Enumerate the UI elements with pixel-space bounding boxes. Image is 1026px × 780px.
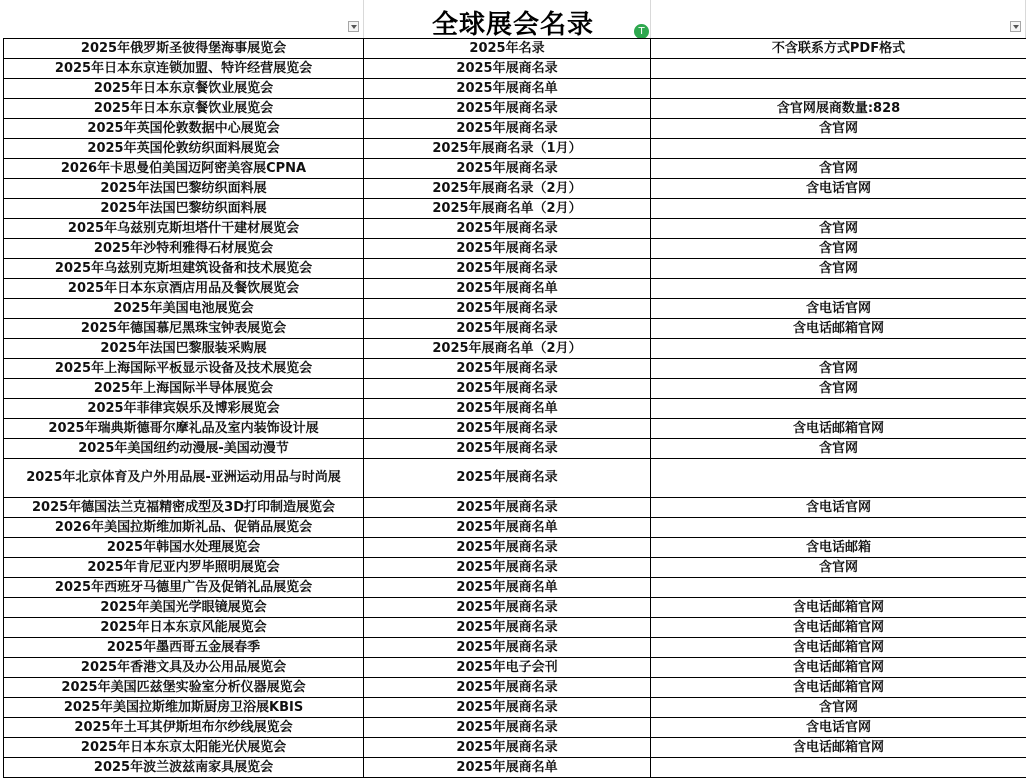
contact-info-cell[interactable]: 含电话邮箱官网: [792, 420, 884, 436]
table-row: [3, 199, 1026, 219]
contact-info-cell[interactable]: 含官网: [818, 360, 858, 376]
exhibition-name-cell[interactable]: 2025年日本东京风能展览会: [3, 618, 364, 637]
exhibition-name-cell[interactable]: 2026年美国拉斯维加斯礼品、促销品展览会: [3, 518, 364, 537]
table-row: [3, 718, 1026, 738]
contact-info-cell[interactable]: 含官网: [818, 120, 858, 136]
contact-info-cell[interactable]: [651, 399, 1026, 418]
contact-info-cell[interactable]: 含电话邮箱官网: [792, 619, 884, 635]
directory-type-cell[interactable]: 2025年展商名录: [364, 99, 651, 118]
directory-type-cell[interactable]: 2025年展商名录: [364, 439, 651, 458]
table-row: [3, 738, 1026, 758]
contact-info-cell[interactable]: [651, 139, 1026, 158]
contact-info-cell[interactable]: [651, 578, 1026, 597]
directory-type-cell[interactable]: 2025年展商名录: [364, 638, 651, 657]
directory-type-cell[interactable]: 2025年展商名单（2月）: [364, 199, 651, 218]
header-row: [0, 0, 1026, 38]
directory-type-cell[interactable]: 2025年展商名录: [364, 718, 651, 737]
contact-info-cell[interactable]: 含官网: [818, 440, 858, 456]
exhibition-name-cell[interactable]: 2025年香港文具及办公用品展览会: [3, 658, 364, 677]
exhibition-name-cell[interactable]: 2025年德国法兰克福精密成型及3D打印制造展览会: [3, 498, 364, 517]
contact-info-cell[interactable]: [651, 59, 1026, 78]
directory-type-cell[interactable]: 2025年展商名录: [364, 678, 651, 697]
exhibition-name-cell[interactable]: 2025年英国伦敦数据中心展览会: [3, 119, 364, 138]
exhibition-name-cell[interactable]: 2025年西班牙马德里广告及促销礼品展览会: [3, 578, 364, 597]
directory-type-cell[interactable]: 2025年展商名录: [364, 598, 651, 617]
directory-type-cell[interactable]: 2025年展商名录: [364, 379, 651, 398]
table-row: [3, 598, 1026, 618]
directory-type-cell[interactable]: 2025年展商名录: [364, 738, 651, 757]
directory-type-cell[interactable]: 2025年展商名录: [364, 698, 651, 717]
contact-info-cell[interactable]: 含官网: [818, 380, 858, 396]
table-row: [3, 538, 1026, 558]
table-row: [3, 39, 1026, 59]
contact-info-cell[interactable]: [651, 79, 1026, 98]
table-row: [3, 658, 1026, 678]
table-row: [3, 359, 1026, 379]
exhibition-name-cell[interactable]: 2025年日本东京太阳能光伏展览会: [3, 738, 364, 757]
table-row: [3, 399, 1026, 419]
exhibition-name-cell[interactable]: 2025年法国巴黎服装采购展: [3, 339, 364, 358]
directory-type-cell[interactable]: 2025年展商名录: [364, 219, 651, 238]
exhibition-name-cell[interactable]: 2025年英国伦敦纺织面料展览会: [3, 139, 364, 158]
table-row: [3, 319, 1026, 339]
table-row: [3, 638, 1026, 658]
table-row: [3, 578, 1026, 598]
exhibition-name-cell[interactable]: 2025年菲律宾娱乐及博彩展览会: [3, 399, 364, 418]
contact-info-cell[interactable]: 含电话官网: [805, 300, 871, 316]
directory-type-cell[interactable]: 2025年电子会刊: [364, 658, 651, 677]
table-row: [3, 678, 1026, 698]
directory-type-cell[interactable]: 2025年展商名录: [364, 359, 651, 378]
exhibition-name-cell[interactable]: 2025年美国纽约动漫展-美国动漫节: [3, 439, 364, 458]
contact-info-cell[interactable]: 含电话邮箱官网: [792, 659, 884, 675]
exhibition-name-cell[interactable]: 2026年卡思曼伯美国迈阿密美容展CPNA: [3, 159, 364, 178]
exhibition-name-cell[interactable]: 2025年沙特利雅得石材展览会: [3, 239, 364, 258]
exhibition-name-cell[interactable]: 2025年日本东京酒店用品及餐饮展览会: [3, 279, 364, 298]
directory-type-cell[interactable]: 2025年展商名单: [364, 399, 651, 418]
table-row: [3, 179, 1026, 199]
table-row: [3, 119, 1026, 139]
exhibition-name-cell[interactable]: 2025年日本东京餐饮业展览会: [3, 79, 364, 98]
contact-info-cell[interactable]: 含官网: [818, 260, 858, 276]
contact-info-cell[interactable]: 含官网: [818, 699, 858, 715]
directory-type-cell[interactable]: 2025年展商名录: [364, 299, 651, 318]
directory-type-cell[interactable]: 2025年展商名录: [364, 459, 651, 497]
table-row: [3, 219, 1026, 239]
table-row: [3, 299, 1026, 319]
contact-info-cell[interactable]: 含官网: [818, 220, 858, 236]
table-row: [3, 459, 1026, 498]
directory-type-cell[interactable]: 2025年展商名单（2月）: [364, 339, 651, 358]
exhibition-name-cell[interactable]: 2025年北京体育及户外用品展-亚洲运动用品与时尚展: [3, 459, 364, 497]
directory-type-cell[interactable]: 2025年名录: [364, 39, 651, 58]
exhibition-name-cell[interactable]: 2025年乌兹别克斯坦建筑设备和技术展览会: [3, 259, 364, 278]
sheet-title: 全球展会名录: [431, 10, 594, 40]
text-cursor-icon: T: [634, 24, 649, 39]
directory-type-cell[interactable]: 2025年展商名录（2月）: [364, 179, 651, 198]
exhibition-name-cell[interactable]: 2025年美国匹兹堡实验室分析仪器展览会: [3, 678, 364, 697]
filter-dropdown-icon[interactable]: [348, 21, 359, 32]
table-row: [3, 79, 1026, 99]
contact-info-cell[interactable]: [651, 339, 1026, 358]
directory-type-cell[interactable]: 2025年展商名录: [364, 419, 651, 438]
contact-info-cell[interactable]: 含电话邮箱官网: [792, 599, 884, 615]
contact-info-cell[interactable]: 含官网: [818, 160, 858, 176]
contact-info-cell[interactable]: [651, 199, 1026, 218]
exhibition-name-cell[interactable]: 2025年美国拉斯维加斯厨房卫浴展KBIS: [3, 698, 364, 717]
table-row: [3, 379, 1026, 399]
contact-info-cell[interactable]: 含电话官网: [805, 499, 871, 515]
contact-info-cell[interactable]: 含官网展商数量:828: [776, 100, 901, 116]
table-row: [3, 498, 1026, 518]
directory-type-cell[interactable]: 2025年展商名录: [364, 319, 651, 338]
contact-info-cell[interactable]: [651, 459, 1026, 497]
table-row: [3, 698, 1026, 718]
contact-info-cell[interactable]: 含官网: [818, 559, 858, 575]
exhibition-name-cell[interactable]: 2025年美国电池展览会: [3, 299, 364, 318]
directory-type-cell[interactable]: 2025年展商名单: [364, 279, 651, 298]
exhibition-name-cell[interactable]: 2025年墨西哥五金展春季: [3, 638, 364, 657]
table-row: [3, 339, 1026, 359]
exhibition-name-cell[interactable]: 2025年日本东京连锁加盟、特许经营展览会: [3, 59, 364, 78]
table-row: [3, 618, 1026, 638]
exhibition-name-cell[interactable]: 2025年日本东京餐饮业展览会: [3, 99, 364, 118]
directory-type-cell[interactable]: 2025年展商名录: [364, 119, 651, 138]
table-row: [3, 159, 1026, 179]
contact-info-cell[interactable]: 含电话邮箱: [805, 539, 871, 555]
exhibition-name-cell[interactable]: 2025年上海国际半导体展览会: [3, 379, 364, 398]
filter-dropdown-icon[interactable]: [1010, 21, 1021, 32]
exhibition-name-cell[interactable]: 2025年法国巴黎纺织面料展: [3, 199, 364, 218]
exhibition-name-cell[interactable]: 2025年上海国际平板显示设备及技术展览会: [3, 359, 364, 378]
directory-type-cell[interactable]: 2025年展商名录: [364, 558, 651, 577]
exhibition-name-cell[interactable]: 2025年法国巴黎纺织面料展: [3, 179, 364, 198]
table-row: [3, 439, 1026, 459]
directory-type-cell[interactable]: 2025年展商名录: [364, 59, 651, 78]
directory-type-cell[interactable]: 2025年展商名录: [364, 538, 651, 557]
exhibition-name-cell[interactable]: 2025年俄罗斯圣彼得堡海事展览会: [3, 39, 364, 58]
exhibition-name-cell[interactable]: 2025年德国慕尼黑珠宝钟表展览会: [3, 319, 364, 338]
exhibition-name-cell[interactable]: 2025年瑞典斯德哥尔摩礼品及室内装饰设计展: [3, 419, 364, 438]
exhibition-name-cell[interactable]: 2025年波兰波兹南家具展览会: [3, 758, 364, 777]
contact-info-cell[interactable]: 含电话邮箱官网: [792, 739, 884, 755]
table-row: [3, 99, 1026, 119]
exhibition-name-cell[interactable]: 2025年美国光学眼镜展览会: [3, 598, 364, 617]
contact-info-cell[interactable]: 含电话邮箱官网: [792, 679, 884, 695]
contact-info-cell[interactable]: [651, 758, 1026, 777]
directory-type-cell[interactable]: 2025年展商名录（1月）: [364, 139, 651, 158]
directory-type-cell[interactable]: 2025年展商名单: [364, 578, 651, 597]
contact-info-cell[interactable]: 含电话官网: [805, 180, 871, 196]
contact-info-cell[interactable]: 不含联系方式PDF格式: [771, 40, 906, 56]
table-row: [3, 279, 1026, 299]
exhibition-name-cell[interactable]: 2025年乌兹别克斯坦塔什干建材展览会: [3, 219, 364, 238]
directory-type-cell[interactable]: 2025年展商名单: [364, 79, 651, 98]
contact-info-cell[interactable]: 含电话邮箱官网: [792, 320, 884, 336]
exhibition-name-cell[interactable]: 2025年韩国水处理展览会: [3, 538, 364, 557]
exhibition-name-cell[interactable]: 2025年土耳其伊斯坦布尔纱线展览会: [3, 718, 364, 737]
table-row: [3, 139, 1026, 159]
table-row: [3, 558, 1026, 578]
table-body: [3, 38, 1026, 778]
directory-type-cell[interactable]: 2025年展商名录: [364, 259, 651, 278]
directory-type-cell[interactable]: 2025年展商名单: [364, 758, 651, 777]
table-row: [3, 259, 1026, 279]
contact-info-cell[interactable]: 含电话邮箱官网: [792, 639, 884, 655]
contact-info-cell[interactable]: 含电话官网: [805, 719, 871, 735]
contact-info-cell[interactable]: 含官网: [818, 240, 858, 256]
table-row: [3, 59, 1026, 79]
table-row: [3, 239, 1026, 259]
directory-type-cell[interactable]: 2025年展商名录: [364, 498, 651, 517]
table-row: [3, 419, 1026, 439]
directory-type-cell[interactable]: 2025年展商名录: [364, 239, 651, 258]
directory-type-cell[interactable]: 2025年展商名录: [364, 618, 651, 637]
table-row: [3, 518, 1026, 538]
directory-type-cell[interactable]: 2025年展商名录: [364, 159, 651, 178]
directory-type-cell[interactable]: 2025年展商名单: [364, 518, 651, 537]
exhibition-name-cell[interactable]: 2025年肯尼亚内罗毕照明展览会: [3, 558, 364, 577]
contact-info-cell[interactable]: [651, 518, 1026, 537]
contact-info-cell[interactable]: [651, 279, 1026, 298]
table-row: [3, 758, 1026, 778]
